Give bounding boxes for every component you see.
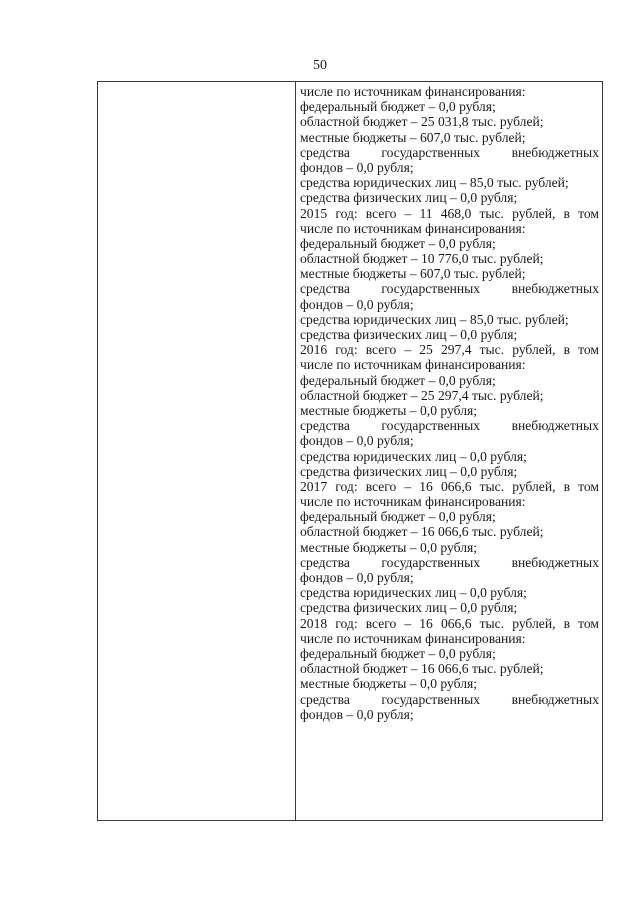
text-line: средства государственных внебюджетных (300, 281, 599, 297)
text-line: федеральный бюджет – 0,0 рубля; (300, 99, 496, 115)
text-line: местные бюджеты – 607,0 тыс. рублей; (300, 266, 526, 282)
text-line: средства юридических лиц – 85,0 тыс. рублей; (300, 175, 569, 191)
text-line: средства физических лиц – 0,0 рубля; (300, 463, 518, 479)
text-line: федеральный бюджет – 0,0 рубля; (300, 372, 496, 388)
text-line: областной бюджет – 25 297,4 тыс. рублей; (300, 387, 544, 403)
text-line: федеральный бюджет – 0,0 рубля; (300, 235, 496, 251)
text-line: числе по источникам финансирования: (300, 357, 526, 373)
text-line: фондов – 0,0 рубля; (300, 433, 414, 449)
text-line: местные бюджеты – 0,0 рубля; (300, 402, 478, 418)
text-line: средства юридических лиц – 0,0 рубля; (300, 585, 527, 601)
column-divider (295, 82, 296, 820)
text-line: средства государственных внебюджетных (300, 144, 599, 160)
text-line: средства юридических лиц – 85,0 тыс. рублей; (300, 311, 569, 327)
text-line: средства физических лиц – 0,0 рубля; (300, 327, 518, 342)
text-line: средства государственных внебюджетных (300, 418, 599, 434)
text-line: средства физических лиц – 0,0 рубля; (300, 190, 518, 206)
text-line: числе по источникам финансирования: (300, 220, 526, 236)
text-line: местные бюджеты – 607,0 тыс. рублей; (300, 129, 526, 145)
text-line: фондов – 0,0 рубля; (300, 570, 414, 585)
text-line: местные бюджеты – 0,0 рубля; (300, 539, 478, 555)
text-line: средства физических лиц – 0,0 рубля; (300, 600, 518, 616)
text-line: средства государственных внебюджетных (300, 554, 599, 570)
financing-text-cell (300, 84, 599, 722)
text-line: областной бюджет – 16 066,6 тыс. рублей; (300, 661, 544, 677)
text-line: числе по источникам финансирования: (300, 84, 526, 99)
text-line: 2017 год: всего – 16 066,6 тыс. рублей, в том (300, 478, 599, 494)
text-line: областной бюджет – 25 031,8 тыс. рублей; (300, 114, 544, 130)
text-line: 2016 год: всего – 25 297,4 тыс. рублей, в том (300, 342, 599, 358)
document-table (97, 81, 603, 821)
text-line: средства юридических лиц – 0,0 рубля; (300, 448, 527, 464)
page-number: 50 (313, 58, 327, 73)
text-line: федеральный бюджет – 0,0 рубля; (300, 509, 496, 525)
text-line: числе по источникам финансирования: (300, 494, 526, 510)
text-line: фондов – 0,0 рубля; (300, 159, 414, 175)
text-line: фондов – 0,0 рубля; (300, 296, 414, 312)
text-line: федеральный бюджет – 0,0 рубля; (300, 645, 496, 661)
text-line: областной бюджет – 10 776,0 тыс. рублей; (300, 251, 544, 267)
text-line: областной бюджет – 16 066,6 тыс. рублей; (300, 524, 544, 540)
text-line: 2018 год: всего – 16 066,6 тыс. рублей, в том (300, 615, 599, 631)
text-line: местные бюджеты – 0,0 рубля; (300, 676, 478, 692)
text-line: фондов – 0,0 рубля; (300, 706, 414, 722)
text-line: числе по источникам финансирования: (300, 630, 526, 646)
text-line: средства государственных внебюджетных (300, 691, 599, 707)
text-line: 2015 год: всего – 11 468,0 тыс. рублей, в том (300, 205, 599, 221)
